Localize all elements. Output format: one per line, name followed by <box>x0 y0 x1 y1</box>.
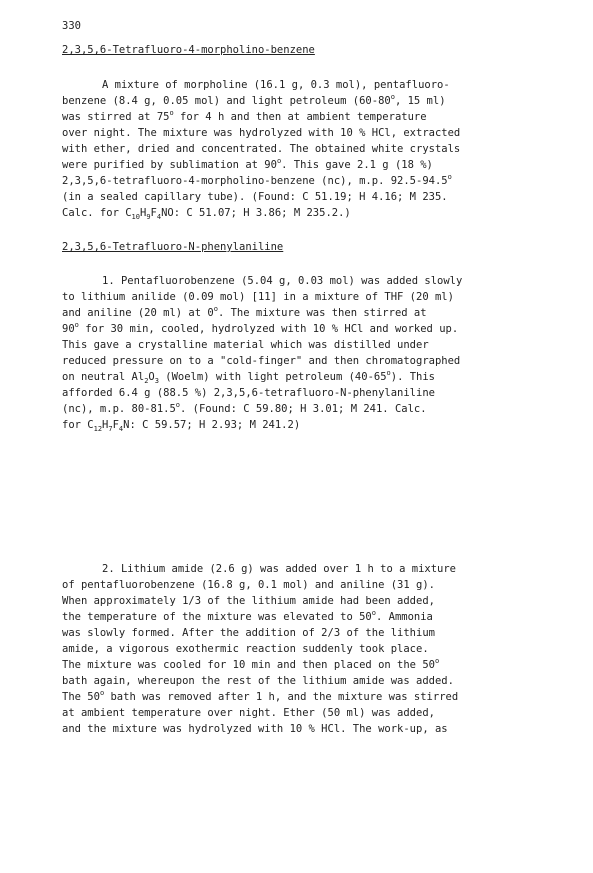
formula-subscript: 7 <box>108 425 113 433</box>
text-segment: N: C 59.57; H 2.93; M 241.2) <box>123 419 301 431</box>
text-segment: The mixture was cooled for 10 min and then placed on the 50 <box>62 659 435 671</box>
degree-superscript: o <box>447 173 452 181</box>
text-segment: of pentafluorobenzene (16.8 g, 0.1 mol) and aniline (31 g). <box>62 579 435 591</box>
degree-superscript: o <box>99 689 105 697</box>
degree-superscript: o <box>434 657 440 665</box>
text-line <box>62 173 562 189</box>
degree-superscript: o <box>175 401 181 409</box>
text-line <box>62 721 562 737</box>
text-segment: 2. Lithium amide (2.6 g) was added over 1 h to a mixture <box>102 563 457 575</box>
text-line <box>62 577 562 593</box>
text-segment: to lithium anilide (0.09 mol) [11] in a mixture of THF (20 ml) <box>62 291 454 303</box>
text-segment: This gave a crystalline material which was distilled under <box>62 339 429 351</box>
text-line <box>62 657 562 673</box>
degree-superscript: o <box>213 305 218 313</box>
text-segment: , 15 ml) <box>394 95 446 107</box>
text-line <box>62 125 562 141</box>
text-segment: the temperature of the mixture was elevated to 50 <box>62 611 372 623</box>
text-segment: for 4 h and then at ambient temperature <box>173 111 427 123</box>
text-line <box>62 609 562 625</box>
degree-superscript: o <box>74 321 79 329</box>
text-segment: . The mixture was then stirred at <box>217 307 427 319</box>
section-heading-morpholino: 2,3,5,6-Tetrafluoro-4-morpholino-benzene <box>62 44 315 56</box>
section-heading-phenylaniline: 2,3,5,6-Tetrafluoro-N-phenylaniline <box>62 241 284 253</box>
text-line <box>62 289 562 305</box>
text-line <box>62 689 562 705</box>
text-segment: When approximately 1/3 of the lithium amide had been added, <box>62 595 435 607</box>
text-line <box>62 353 562 369</box>
text-line <box>62 189 562 205</box>
formula-subscript: 3 <box>154 377 159 385</box>
text-line <box>62 641 562 657</box>
page-number: 330 <box>62 20 81 32</box>
text-segment: O <box>148 371 155 383</box>
formula-subscript: 10 <box>131 213 140 221</box>
text-segment: . Ammonia <box>375 611 433 623</box>
degree-superscript: o <box>371 609 376 617</box>
text-segment: (Woelm) with light petroleum (40-65 <box>158 371 387 383</box>
text-segment: benzene (8.4 g, 0.05 mol) and light petroleum (60-80 <box>62 95 391 107</box>
text-segment: ). This <box>390 371 436 383</box>
text-segment: 1. Pentafluorobenzene (5.04 g, 0.03 mol) was added slowly <box>102 275 463 287</box>
text-segment: on neutral Al <box>62 371 145 383</box>
text-segment: with ether, dried and concentrated. The obtained white crystals <box>62 143 461 155</box>
text-segment: Calc. for C <box>62 207 132 219</box>
formula-subscript: 9 <box>146 213 151 221</box>
text-line <box>62 77 562 93</box>
text-segment: at ambient temperature over night. Ether (50 ml) was added, <box>62 707 435 719</box>
text-line <box>62 401 562 417</box>
text-segment: over night. The mixture was hydrolyzed with 10 % HCl, extracted <box>62 127 461 139</box>
text-line <box>62 273 562 289</box>
text-segment: amide, a vigorous exothermic reaction suddenly took place. <box>62 643 429 655</box>
paragraph-method-2 <box>62 561 562 737</box>
text-segment: H <box>139 207 147 219</box>
text-segment: The 50 <box>62 691 100 703</box>
text-segment: (in a sealed capillary tube). (Found: C 51.19; H 4.16; M 235. <box>62 191 448 203</box>
text-segment: for C <box>62 419 94 431</box>
text-segment: (nc), m.p. 80-81.5 <box>62 403 176 415</box>
text-segment: for 30 min, cooled, hydrolyzed with 10 % HCl and worked up. <box>78 323 459 335</box>
text-line <box>62 337 562 353</box>
text-line <box>62 157 562 173</box>
text-segment: 2,3,5,6-tetrafluoro-4-morpholino-benzene (nc), m.p. 92.5-94.5 <box>62 175 448 187</box>
text-line <box>62 369 562 385</box>
text-segment: were purified by sublimation at 90 <box>62 159 277 171</box>
paragraph-method-1 <box>62 273 562 433</box>
text-line <box>62 93 562 109</box>
degree-superscript: o <box>169 109 174 117</box>
text-segment: was stirred at 75 <box>62 111 170 123</box>
text-segment: bath was removed after 1 h, and the mixture was stirred <box>104 691 459 703</box>
text-line <box>62 321 562 337</box>
paragraph-morpholino <box>62 77 562 221</box>
text-line <box>62 205 562 221</box>
formula-subscript: 12 <box>93 425 103 433</box>
text-segment: bath again, whereupon the rest of the lithium amide was added. <box>62 675 454 687</box>
text-segment: was slowly formed. After the addition of 2/3 of the lithium <box>62 627 435 639</box>
text-segment: H <box>102 419 109 431</box>
degree-superscript: o <box>276 157 282 165</box>
text-segment: . This gave 2.1 g (18 %) <box>281 159 433 171</box>
text-line <box>62 385 562 401</box>
text-line <box>62 593 562 609</box>
text-segment: . (Found: C 59.80; H 3.01; M 241. Calc. <box>180 403 427 415</box>
text-line <box>62 673 562 689</box>
formula-subscript: 4 <box>118 425 124 433</box>
text-line <box>62 705 562 721</box>
text-segment: afforded 6.4 g (88.5 %) 2,3,5,6-tetrafluoro-N-phenylaniline <box>62 387 435 399</box>
text-segment: A mixture of morpholine (16.1 g, 0.3 mol), pentafluoro- <box>102 79 450 91</box>
text-segment: and the mixture was hydrolyzed with 10 % HCl. The work-up, as <box>62 723 448 735</box>
text-segment: and aniline (20 ml) at 0 <box>62 307 214 319</box>
text-segment: NO: C 51.07; H 3.86; M 235.2.) <box>161 207 351 219</box>
text-line <box>62 625 562 641</box>
formula-subscript: 2 <box>144 377 149 385</box>
text-segment: 90 <box>62 323 75 335</box>
formula-subscript: 4 <box>156 213 162 221</box>
degree-superscript: o <box>386 369 391 377</box>
text-segment: F <box>112 419 119 431</box>
text-segment: F <box>150 207 157 219</box>
text-line <box>62 109 562 125</box>
degree-superscript: o <box>390 93 395 101</box>
text-line <box>62 305 562 321</box>
text-line <box>62 141 562 157</box>
text-segment: reduced pressure on to a "cold-finger" and then chromatographed <box>62 355 461 367</box>
text-line <box>62 561 562 577</box>
text-line <box>62 417 562 433</box>
